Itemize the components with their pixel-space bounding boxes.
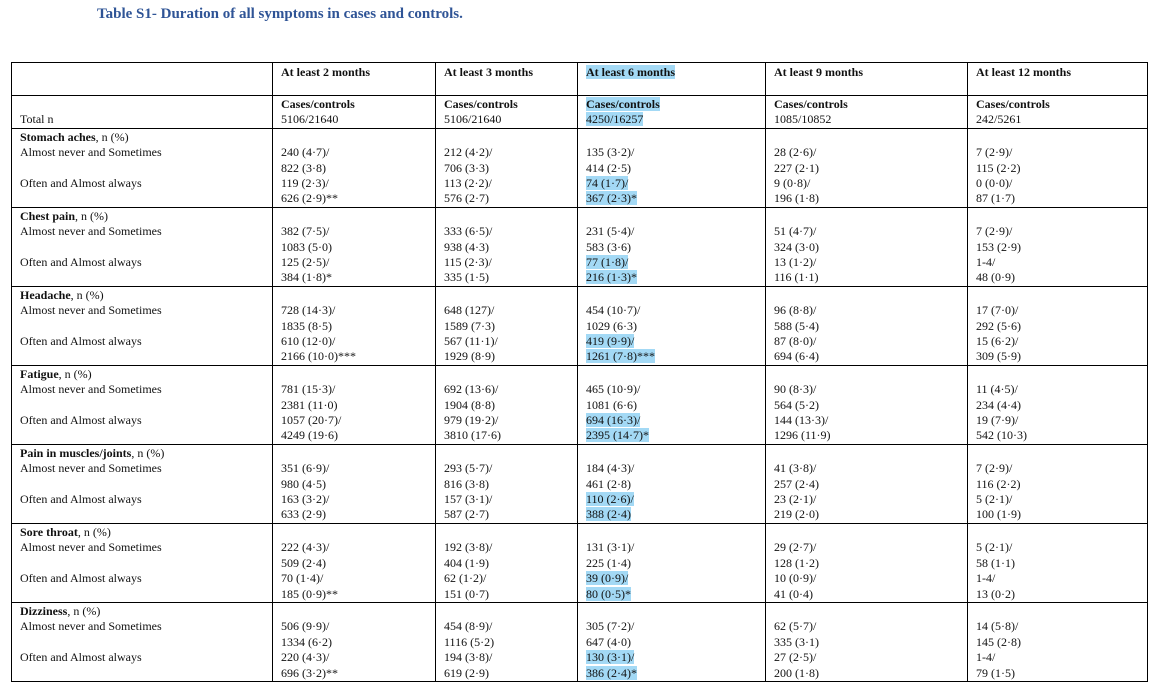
value-line: 116 (2·2)	[976, 476, 1021, 491]
symptoms-table	[11, 62, 1148, 682]
symptom-row	[12, 444, 1148, 523]
symptom-label-cell	[12, 365, 273, 444]
value-line: 62 (5·7)/	[774, 619, 817, 634]
value-line: 1261 (7·8)***	[586, 349, 655, 364]
value-line: 1-4/	[976, 255, 996, 270]
value-line: 2166 (10·0)***	[281, 349, 356, 364]
value-line: 576 (2·7)	[444, 191, 489, 206]
value-cell	[766, 207, 968, 286]
value-line: 225 (1·4)	[586, 555, 631, 570]
header-corner	[12, 63, 273, 96]
value-cell	[968, 602, 1148, 681]
value-line: 7 (2·9)/	[976, 461, 1013, 476]
value-cell	[968, 128, 1148, 207]
value-line: 633 (2·9)	[281, 507, 326, 522]
value-line: 706 (3·3)	[444, 160, 489, 175]
value-line: 1929 (8·9)	[444, 349, 495, 364]
value-line: 1589 (7·3)	[444, 318, 495, 333]
row-label-sometimes: Almost never and Sometimes	[20, 540, 162, 555]
value-line: 1081 (6·6)	[586, 397, 637, 412]
value-cell	[578, 602, 766, 681]
table-title: Table S1- Duration of all symptoms in cases and controls.	[97, 6, 463, 22]
value-line: 461 (2·8)	[586, 476, 631, 491]
row-label-often: Often and Almost always	[20, 413, 142, 428]
value-line: 130 (3·1)/	[586, 650, 635, 665]
value-cell	[436, 128, 578, 207]
value-line: 115 (2·2)	[976, 160, 1021, 175]
symptom-name: Pain in muscles/joints, n (%)	[20, 445, 165, 460]
symptom-row	[12, 365, 1148, 444]
value-line: 17 (7·0)/	[976, 303, 1019, 318]
value-line: 506 (9·9)/	[281, 619, 330, 634]
value-line: 694 (6·4)	[774, 349, 819, 364]
value-line: 1029 (6·3)	[586, 318, 637, 333]
value-line: 7 (2·9)/	[976, 224, 1013, 239]
row-label-often: Often and Almost always	[20, 650, 142, 665]
symptom-label-cell	[12, 128, 273, 207]
value-line: 583 (3·6)	[586, 239, 631, 254]
value-line: 1083 (5·0)	[281, 239, 332, 254]
value-cell	[578, 365, 766, 444]
value-line: 62 (1·2)/	[444, 571, 487, 586]
value-line: 5 (2·1)/	[976, 492, 1013, 507]
value-line: 567 (11·1)/	[444, 334, 498, 349]
value-line: 216 (1·3)*	[586, 270, 637, 285]
value-line: 587 (2·7)	[444, 507, 489, 522]
total-cell: Cases/controls 4250/16257	[578, 96, 766, 129]
value-line: 184 (4·3)/	[586, 461, 635, 476]
value-line: 648 (127)/	[444, 303, 495, 318]
value-line: 145 (2·8)	[976, 634, 1021, 649]
total-row	[12, 96, 1148, 129]
value-line: 13 (0·2)	[976, 586, 1015, 601]
value-line: 309 (5·9)	[976, 349, 1021, 364]
value-line: 419 (9·9)/	[586, 334, 635, 349]
total-cell: Cases/controls 1085/10852	[766, 96, 968, 129]
value-line: 227 (2·1)	[774, 160, 819, 175]
value-line: 333 (6·5)/	[444, 224, 493, 239]
value-cell	[436, 365, 578, 444]
value-cell	[766, 523, 968, 602]
value-cell	[766, 128, 968, 207]
value-line: 822 (3·8)	[281, 160, 326, 175]
value-cell	[766, 444, 968, 523]
value-line: 100 (1·9)	[976, 507, 1021, 522]
value-line: 610 (12·0)/	[281, 334, 336, 349]
header-row	[12, 63, 1148, 96]
value-line: 11 (4·5)/	[976, 382, 1018, 397]
value-line: 388 (2·4)	[586, 507, 631, 522]
value-line: 96 (8·8)/	[774, 303, 817, 318]
value-cell	[578, 207, 766, 286]
value-line: 7 (2·9)/	[976, 145, 1013, 160]
value-line: 87 (1·7)	[976, 191, 1015, 206]
value-line: 135 (3·2)/	[586, 145, 635, 160]
value-line: 3810 (17·6)	[444, 428, 501, 443]
value-line: 694 (16·3)/	[586, 413, 641, 428]
value-line: 404 (1·9)	[444, 555, 489, 570]
total-cell: Cases/controls 5106/21640	[436, 96, 578, 129]
symptom-row	[12, 286, 1148, 365]
value-cell	[578, 128, 766, 207]
value-line: 293 (5·7)/	[444, 461, 493, 476]
value-cell	[968, 286, 1148, 365]
value-line: 335 (3·1)	[774, 634, 819, 649]
value-line: 465 (10·9)/	[586, 382, 641, 397]
value-line: 13 (1·2)/	[774, 255, 817, 270]
value-cell	[273, 602, 436, 681]
value-line: 23 (2·1)/	[774, 492, 817, 507]
value-cell	[273, 365, 436, 444]
value-line: 14 (5·8)/	[976, 619, 1019, 634]
value-line: 781 (15·3)/	[281, 382, 336, 397]
value-line: 185 (0·9)**	[281, 586, 338, 601]
value-line: 39 (0·9)/	[586, 571, 629, 586]
value-cell	[766, 602, 968, 681]
value-line: 192 (3·8)/	[444, 540, 493, 555]
value-line: 116 (1·1)	[774, 270, 819, 285]
value-line: 1-4/	[976, 650, 996, 665]
value-cell	[436, 602, 578, 681]
value-line: 335 (1·5)	[444, 270, 489, 285]
value-line: 119 (2·3)/	[281, 176, 329, 191]
value-line: 1-4/	[976, 571, 996, 586]
value-line: 588 (5·4)	[774, 318, 819, 333]
row-label-sometimes: Almost never and Sometimes	[20, 382, 162, 397]
value-line: 1057 (20·7)/	[281, 413, 342, 428]
value-cell	[968, 365, 1148, 444]
value-line: 29 (2·7)/	[774, 540, 817, 555]
column-header: At least 3 months	[436, 63, 578, 96]
column-header: At least 9 months	[766, 63, 968, 96]
value-line: 5 (2·1)/	[976, 540, 1013, 555]
value-line: 257 (2·4)	[774, 476, 819, 491]
value-line: 1904 (8·8)	[444, 397, 495, 412]
symptom-label-cell	[12, 602, 273, 681]
value-line: 58 (1·1)	[976, 555, 1015, 570]
value-line: 382 (7·5)/	[281, 224, 330, 239]
value-line: 115 (2·3)/	[444, 255, 492, 270]
value-cell	[968, 444, 1148, 523]
value-line: 240 (4·7)/	[281, 145, 330, 160]
value-line: 212 (4·2)/	[444, 145, 493, 160]
value-line: 90 (8·3)/	[774, 382, 817, 397]
value-line: 41 (0·4)	[774, 586, 813, 601]
value-cell	[968, 523, 1148, 602]
value-line: 163 (3·2)/	[281, 492, 330, 507]
value-line: 15 (6·2)/	[976, 334, 1019, 349]
value-line: 4249 (19·6)	[281, 428, 338, 443]
row-label-often: Often and Almost always	[20, 492, 142, 507]
symptom-row	[12, 602, 1148, 681]
value-line: 80 (0·5)*	[586, 586, 631, 601]
value-line: 324 (3·0)	[774, 239, 819, 254]
value-line: 113 (2·2)/	[444, 176, 492, 191]
symptom-name: Stomach aches, n (%)	[20, 129, 129, 144]
symptom-label-cell	[12, 444, 273, 523]
value-line: 219 (2·0)	[774, 507, 819, 522]
value-cell	[578, 444, 766, 523]
value-line: 454 (10·7)/	[586, 303, 641, 318]
value-line: 647 (4·0)	[586, 634, 631, 649]
column-header: At least 6 months	[578, 63, 766, 96]
value-line: 509 (2·4)	[281, 555, 326, 570]
symptom-row	[12, 128, 1148, 207]
value-line: 9 (0·8)/	[774, 176, 811, 191]
value-line: 48 (0·9)	[976, 270, 1015, 285]
value-line: 979 (19·2)/	[444, 413, 499, 428]
value-cell	[578, 286, 766, 365]
value-line: 1835 (8·5)	[281, 318, 332, 333]
value-line: 564 (5·2)	[774, 397, 819, 412]
value-line: 74 (1·7)/	[586, 176, 629, 191]
value-line: 19 (7·9)/	[976, 413, 1019, 428]
value-line: 386 (2·4)*	[586, 665, 637, 680]
symptom-name: Fatigue, n (%)	[20, 366, 92, 381]
value-line: 220 (4·3)/	[281, 650, 330, 665]
row-label-sometimes: Almost never and Sometimes	[20, 145, 162, 160]
value-line: 10 (0·9)/	[774, 571, 817, 586]
value-line: 231 (5·4)/	[586, 224, 635, 239]
symptom-name: Chest pain, n (%)	[20, 208, 109, 223]
value-line: 626 (2·9)**	[281, 191, 338, 206]
value-cell	[578, 523, 766, 602]
value-line: 384 (1·8)*	[281, 270, 332, 285]
symptom-name: Headache, n (%)	[20, 287, 104, 302]
value-cell	[436, 207, 578, 286]
value-line: 1116 (5·2)	[444, 634, 495, 649]
value-line: 1296 (11·9)	[774, 428, 831, 443]
total-label-cell: Total n	[12, 96, 273, 129]
value-cell	[436, 523, 578, 602]
symptom-label-cell	[12, 286, 273, 365]
value-cell	[436, 444, 578, 523]
value-line: 79 (1·5)	[976, 665, 1015, 680]
column-header: At least 12 months	[968, 63, 1148, 96]
value-line: 0 (0·0)/	[976, 176, 1013, 191]
value-line: 305 (7·2)/	[586, 619, 635, 634]
total-cell: Cases/controls 5106/21640	[273, 96, 436, 129]
value-cell	[273, 207, 436, 286]
value-line: 222 (4·3)/	[281, 540, 330, 555]
value-cell	[273, 128, 436, 207]
total-cell: Cases/controls 242/5261	[968, 96, 1148, 129]
value-line: 542 (10·3)	[976, 428, 1027, 443]
row-label-often: Often and Almost always	[20, 571, 142, 586]
symptom-label-cell	[12, 523, 273, 602]
value-line: 619 (2·9)	[444, 665, 489, 680]
row-label-sometimes: Almost never and Sometimes	[20, 619, 162, 634]
value-line: 728 (14·3)/	[281, 303, 336, 318]
value-line: 367 (2·3)*	[586, 191, 637, 206]
value-cell	[968, 207, 1148, 286]
column-header: At least 2 months	[273, 63, 436, 96]
row-label-sometimes: Almost never and Sometimes	[20, 461, 162, 476]
value-line: 125 (2·5)/	[281, 255, 330, 270]
value-line: 980 (4·5)	[281, 476, 326, 491]
value-line: 41 (3·8)/	[774, 461, 817, 476]
value-line: 144 (13·3)/	[774, 413, 829, 428]
value-line: 2395 (14·7)*	[586, 428, 649, 443]
value-cell	[273, 523, 436, 602]
value-cell	[436, 286, 578, 365]
row-label-often: Often and Almost always	[20, 176, 142, 191]
value-line: 454 (8·9)/	[444, 619, 493, 634]
value-cell	[273, 444, 436, 523]
value-line: 2381 (11·0)	[281, 397, 338, 412]
value-line: 816 (3·8)	[444, 476, 489, 491]
symptom-row	[12, 207, 1148, 286]
value-line: 51 (4·7)/	[774, 224, 817, 239]
value-cell	[273, 286, 436, 365]
value-line: 110 (2·6)/	[586, 492, 634, 507]
value-line: 28 (2·6)/	[774, 145, 817, 160]
value-line: 194 (3·8)/	[444, 650, 493, 665]
value-line: 153 (2·9)	[976, 239, 1021, 254]
symptom-name: Dizziness, n (%)	[20, 603, 101, 618]
value-line: 87 (8·0)/	[774, 334, 817, 349]
value-line: 151 (0·7)	[444, 586, 489, 601]
value-line: 351 (6·9)/	[281, 461, 330, 476]
value-line: 1334 (6·2)	[281, 634, 332, 649]
value-line: 692 (13·6)/	[444, 382, 499, 397]
symptom-name: Sore throat, n (%)	[20, 524, 111, 539]
value-line: 414 (2·5)	[586, 160, 631, 175]
value-cell	[766, 365, 968, 444]
row-label-sometimes: Almost never and Sometimes	[20, 224, 162, 239]
value-line: 77 (1·8)/	[586, 255, 629, 270]
value-line: 234 (4·4)	[976, 397, 1021, 412]
value-line: 27 (2·5)/	[774, 650, 817, 665]
row-label-often: Often and Almost always	[20, 334, 142, 349]
value-line: 292 (5·6)	[976, 318, 1021, 333]
value-line: 200 (1·8)	[774, 665, 819, 680]
value-line: 70 (1·4)/	[281, 571, 324, 586]
row-label-often: Often and Almost always	[20, 255, 142, 270]
value-line: 131 (3·1)/	[586, 540, 635, 555]
value-line: 196 (1·8)	[774, 191, 819, 206]
row-label-sometimes: Almost never and Sometimes	[20, 303, 162, 318]
value-line: 696 (3·2)**	[281, 665, 338, 680]
symptom-label-cell	[12, 207, 273, 286]
value-line: 938 (4·3)	[444, 239, 489, 254]
value-line: 157 (3·1)/	[444, 492, 493, 507]
value-line: 128 (1·2)	[774, 555, 819, 570]
symptom-row	[12, 523, 1148, 602]
value-cell	[766, 286, 968, 365]
